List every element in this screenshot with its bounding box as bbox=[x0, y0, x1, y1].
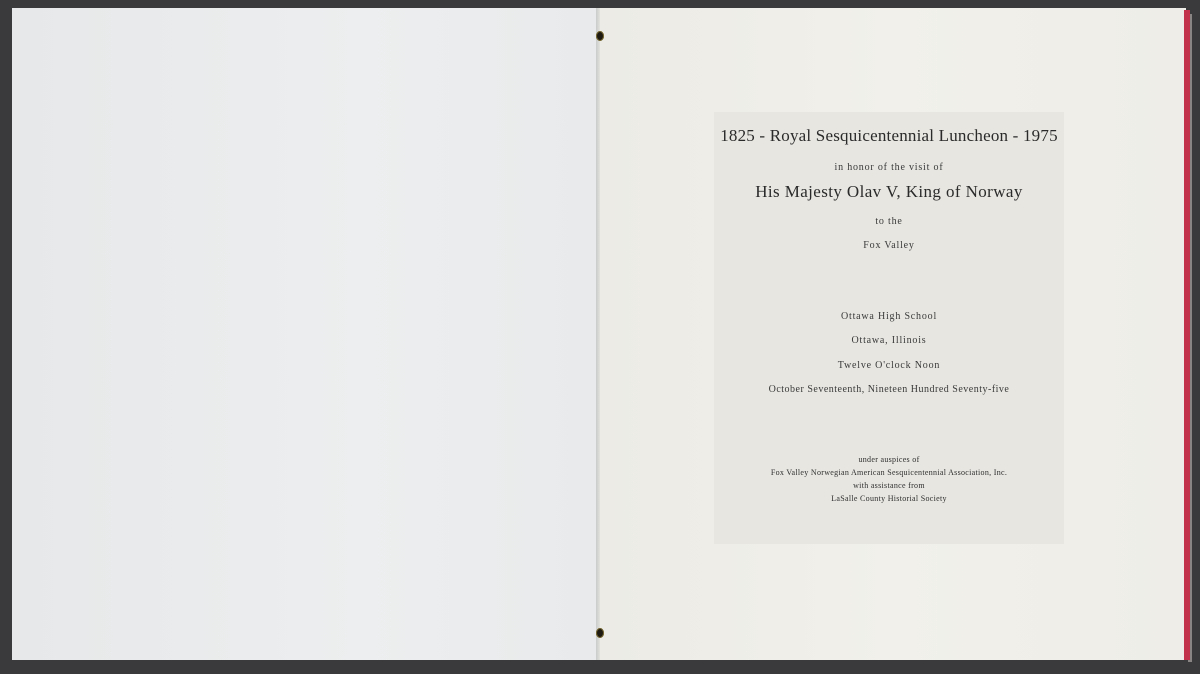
time-line: Twelve O'clock Noon bbox=[837, 360, 941, 371]
staple-top bbox=[596, 31, 604, 41]
left-blank-page bbox=[12, 8, 598, 660]
association-line: Fox Valley Norwegian American Sesquicentennial Association, Inc. bbox=[770, 468, 1008, 477]
venue-line: Ottawa High School bbox=[840, 311, 938, 322]
society-line: LaSalle County Historial Society bbox=[831, 494, 947, 503]
auspices-line: under auspices of bbox=[858, 455, 920, 464]
text-panel bbox=[714, 112, 1064, 544]
booklet-spine bbox=[596, 8, 600, 660]
to-the-line: to the bbox=[875, 216, 903, 227]
staple-bottom bbox=[596, 628, 604, 638]
date-line: October Seventeenth, Nineteen Hundred Seventy-five bbox=[768, 384, 1010, 395]
city-line: Ottawa, Illinois bbox=[851, 335, 927, 346]
red-cover-edge bbox=[1184, 10, 1190, 660]
region-line: Fox Valley bbox=[863, 240, 915, 251]
program-title: 1825 - Royal Sesquicentennial Luncheon - 1975 bbox=[720, 126, 1058, 145]
assistance-line: with assistance from bbox=[853, 481, 925, 490]
honor-line: in honor of the visit of bbox=[834, 162, 944, 173]
honoree-name: His Majesty Olav V, King of Norway bbox=[755, 182, 1023, 201]
